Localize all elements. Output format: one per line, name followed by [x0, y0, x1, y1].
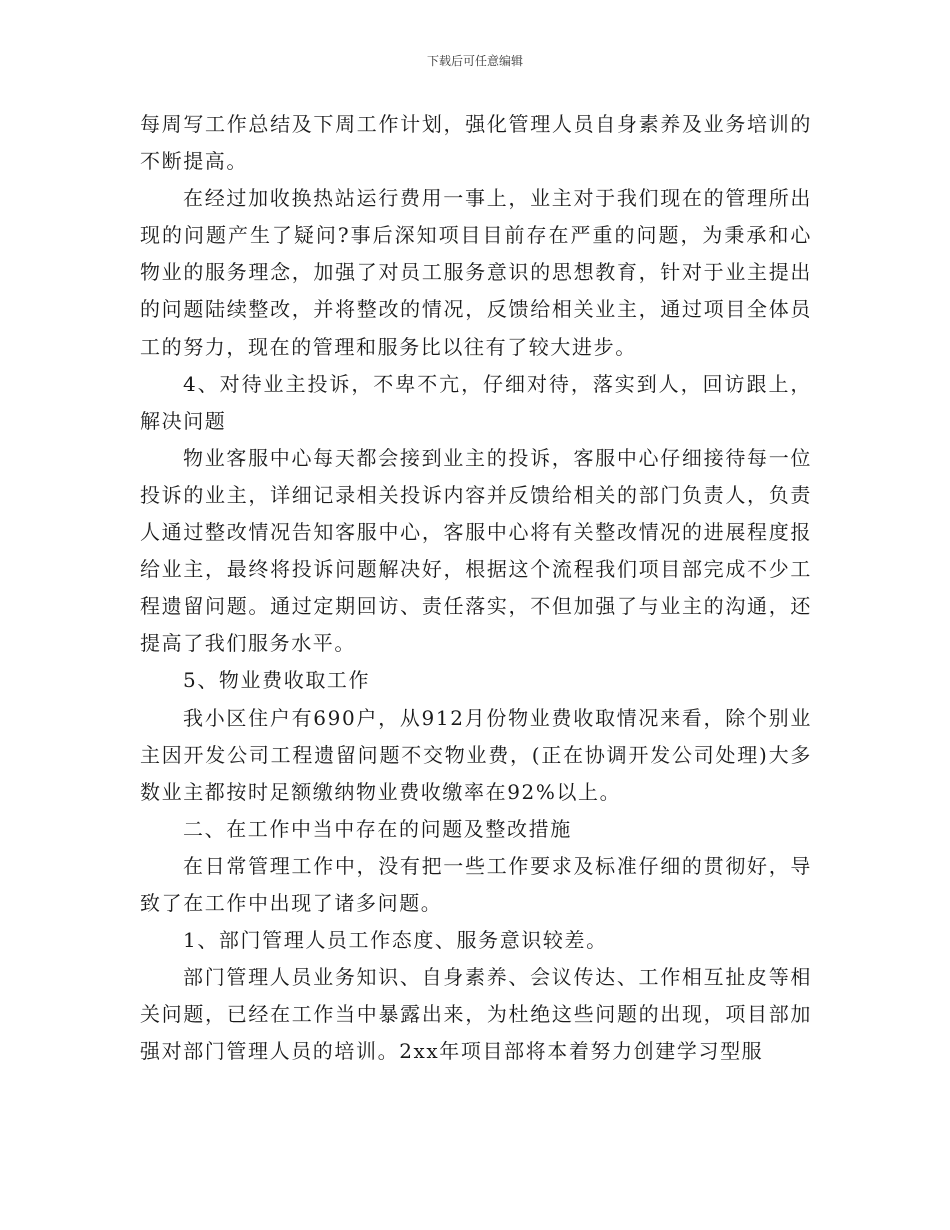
paragraph: 每周写工作总结及下周工作计划，强化管理人员自身素养及业务培训的不断提高。	[140, 112, 812, 174]
section-heading: 二、在工作中当中存在的问题及整改措施	[183, 816, 572, 841]
paragraph: 在日常管理工作中，没有把一些工作要求及标准仔细的贯彻好，导致了在工作中出现了诸多问题。	[140, 853, 812, 915]
section-heading: 5、物业费收取工作	[183, 668, 371, 693]
paragraph: 在经过加收换热站运行费用一事上，业主对于我们现在的管理所出现的问题产生了疑问?事后深知项目目前存在严重的问题，为秉承和心物业的服务理念，加强了对员工服务意识的思想教育，针对于业主提出的问题陆续整改，并将整改的情况，反馈给相关业主，通过项目全体员工的努力，现在的管理和服务比以往有了较大进步。	[140, 186, 812, 359]
section-heading: 1、部门管理人员工作态度、服务意识较差。	[183, 928, 608, 953]
document-body	[140, 106, 812, 1070]
section-heading: 4、对待业主投诉，不卑不亢，仔细对待，落实到人，回访跟上，解决问题	[140, 371, 812, 433]
paragraph: 物业客服中心每天都会接到业主的投诉，客服中心仔细接待每一位投诉的业主，详细记录相关投诉内容并反馈给相关的部门负责人，负责人通过整改情况告知客服中心，客服中心将有关整改情况的进展程度报给业主，最终将投诉问题解决好，根据这个流程我们项目部完成不少工程遗留问题。通过定期回访、责任落实，不但加强了与业主的沟通，还提高了我们服务水平。	[140, 445, 812, 656]
header-note: 下载后可任意编辑	[426, 54, 523, 68]
paragraph: 我小区住户有690户，从912月份物业费收取情况来看，除个别业主因开发公司工程遗留问题不交物业费，(正在协调开发公司处理)大多数业主都按时足额缴纳物业费收缴率在92%以上。	[140, 705, 812, 804]
paragraph: 部门管理人员业务知识、自身素养、会议传达、工作相互扯皮等相关问题，已经在工作当中暴露出来，为杜绝这些问题的出现，项目部加强对部门管理人员的培训。2xx年项目部将本着努力创建学习型服	[140, 965, 812, 1064]
